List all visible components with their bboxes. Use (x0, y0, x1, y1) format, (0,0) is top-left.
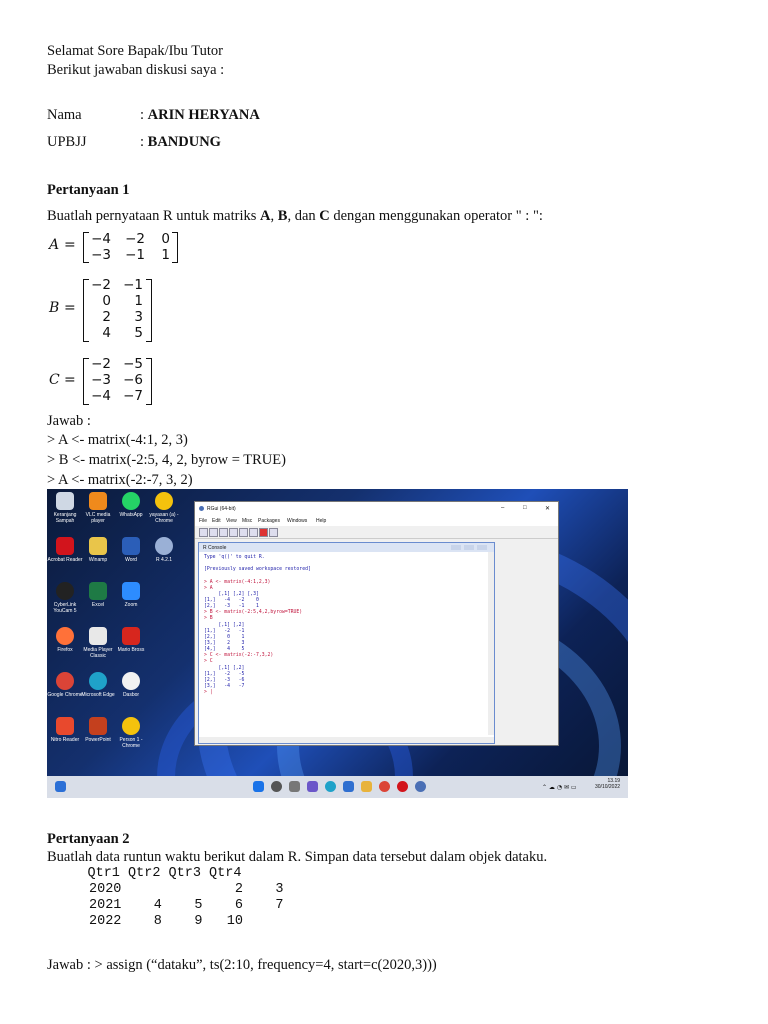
matrix-c-cell: −2 (91, 356, 111, 372)
matrix-a-eq: = (64, 237, 76, 253)
q2-heading: Pertanyaan 2 (47, 831, 130, 847)
matrix-b-label: B (49, 300, 60, 316)
matrix-c (47, 356, 167, 404)
menu-packages[interactable]: Packages (258, 518, 280, 524)
paste-icon[interactable] (239, 528, 248, 537)
q1-a: A (260, 208, 271, 224)
desktop-icon-acrobat[interactable]: Acrobat Reader (47, 537, 83, 563)
matrix-c-right-bracket (146, 358, 152, 405)
desktop-icon-mario[interactable]: Mario Bross (113, 627, 149, 653)
q1-answer-line: > A <- matrix(-4:1, 2, 3) (47, 432, 188, 448)
desktop-icon-r[interactable]: R 4.2.1 (146, 537, 182, 563)
rgui-window[interactable] (194, 501, 559, 746)
console-minimize-icon[interactable] (451, 545, 461, 550)
nama-sep: : (140, 107, 145, 123)
desktop-icon-mpc[interactable]: Media Player Classic (80, 627, 116, 659)
matrix-b-cell: −1 (123, 277, 143, 293)
q1-jawab: Jawab : (47, 413, 91, 429)
upbjj-label: UPBJJ (47, 134, 87, 150)
matrix-a (47, 231, 187, 263)
matrix-a-cell: −3 (91, 247, 111, 263)
nama-row (140, 107, 260, 124)
q1-dan: , dan (287, 208, 320, 224)
q1-comma: , (270, 208, 278, 224)
intro-text: Berikut jawaban diskusi saya : (47, 62, 225, 78)
print-icon[interactable] (269, 528, 278, 537)
save-icon[interactable] (219, 528, 228, 537)
r-console-window[interactable]: R Console Type 'q()' to quit R. [Previously saved workspace restored] > A <- matrix(-4:1,2,3) > A [,1] [,2] [,3] [1,] -4 -2 0 [2,] -3 -1 1 > B <- matrix(-2:5,4,2,byrow=TRUE) > B [,1] [,2] [1,] -2 -1 [2,] 0 1 [3,] 2 3 [4,] 4 5 > C <- matrix(-2:-7,3,2) > C [,1] [,2] [1,] -2 -5 [2,] -3 -6 [3,] -4 -7 > | (198, 542, 495, 744)
matrix-a-right-bracket (172, 232, 178, 263)
minimize-icon[interactable]: – (501, 505, 505, 511)
q1-heading: Pertanyaan 1 (47, 182, 130, 198)
matrix-b-eq: = (64, 300, 76, 316)
menu-edit[interactable]: Edit (212, 518, 221, 524)
matrix-b-right-bracket (146, 279, 152, 342)
matrix-c-cell: −3 (91, 372, 111, 388)
matrix-b-cell: 0 (102, 293, 111, 309)
rgui-titlebar[interactable] (195, 502, 558, 516)
matrix-a-cell: −2 (125, 231, 145, 247)
desktop-icon-recycle[interactable]: Keranjang Sampah (47, 492, 83, 524)
menu-help[interactable]: Help (316, 518, 327, 524)
desktop-icon-google-chrome[interactable]: Google Chrome (47, 672, 83, 698)
menu-view[interactable]: View (226, 518, 237, 524)
teams-icon[interactable] (307, 781, 318, 792)
q1-answer-line: > A <- matrix(-2:-7, 3, 2) (47, 472, 193, 488)
search-icon[interactable] (271, 781, 282, 792)
matrix-b-cell: −2 (91, 277, 111, 293)
matrix-b (47, 277, 167, 341)
r-console-titlebar[interactable] (199, 543, 494, 552)
matrix-b-cell: 2 (102, 309, 111, 325)
matrix-c-label: C (49, 372, 60, 388)
clock-time: 13.19 (607, 778, 621, 784)
edge-taskbar-icon[interactable] (325, 781, 336, 792)
copy-paste-icon[interactable] (249, 528, 258, 537)
upbjj-row (140, 134, 221, 151)
upbjj-sep: : (140, 134, 145, 150)
r-console-title: R Console (203, 545, 227, 551)
matrix-b-cell: 5 (134, 325, 143, 341)
desktop-icon-powerpoint[interactable]: PowerPoint (80, 717, 116, 743)
nama-value: ARIN HERYANA (147, 107, 260, 123)
r-taskbar-icon[interactable] (415, 781, 426, 792)
taskbar-clock[interactable] (595, 778, 620, 790)
chrome-taskbar-icon[interactable] (379, 781, 390, 792)
matrix-c-cell: −7 (123, 388, 143, 404)
desktop-icon-edge[interactable]: Microsoft Edge (80, 672, 116, 698)
matrix-c-cell: −5 (123, 356, 143, 372)
nama-label: Nama (47, 107, 82, 123)
matrix-b-cell: 1 (134, 293, 143, 309)
store-icon[interactable] (343, 781, 354, 792)
rgui-title: RGui (64-bit) (207, 506, 236, 512)
menu-misc[interactable]: Misc (242, 518, 253, 524)
task-view-icon[interactable] (289, 781, 300, 792)
q2-table-line: 2021 4 5 6 7 (89, 898, 284, 913)
matrix-a-cell: −4 (91, 231, 111, 247)
matrix-b-cell: 3 (134, 309, 143, 325)
console-close-icon[interactable] (477, 545, 487, 550)
r-logo-icon (199, 506, 204, 511)
desktop-icon-chrome[interactable]: yayasan (a) - Chrome (146, 492, 182, 524)
q1-prompt (47, 208, 543, 225)
matrix-c-cell: −6 (123, 372, 143, 388)
rgui-toolbar (195, 526, 558, 539)
menu-file[interactable]: File (199, 518, 208, 524)
matrix-a-cell: 1 (161, 247, 170, 263)
q2-table-line: 2020 2 3 (89, 882, 284, 897)
greeting-text: Selamat Sore Bapak/Ibu Tutor (47, 43, 224, 59)
matrix-c-cell: −4 (91, 388, 111, 404)
load-workspace-icon[interactable] (209, 528, 218, 537)
desktop-icon-excel[interactable]: Excel (80, 582, 116, 608)
desktop-icon-youcam[interactable]: CyberLink YouCam 5 (47, 582, 83, 614)
desktop-icon-whatsapp[interactable]: WhatsApp (113, 492, 149, 518)
q2-table-line: Qtr1 Qtr2 Qtr3 Qtr4 (47, 866, 242, 881)
clock-date: 30/10/2022 (595, 784, 621, 790)
upbjj-value: BANDUNG (147, 134, 221, 150)
stop-icon[interactable] (259, 528, 268, 537)
rgui-menubar (195, 516, 558, 526)
tray-icons[interactable]: ⌃ ☁ ◔ ✉ ▭ (542, 784, 577, 791)
q2-table-line: 2022 8 9 10 (89, 914, 284, 929)
q1-text-before: Buatlah pernyataan R untuk matriks (47, 208, 261, 224)
q2-answer: Jawab : > assign (“dataku”, ts(2:10, frequency=4, start=c(2020,3))) (47, 957, 437, 973)
desktop-icon-vlc[interactable]: VLC media player (80, 492, 116, 524)
file-explorer-icon[interactable] (361, 781, 372, 792)
desktop-icon-zoom[interactable]: Zoom (113, 582, 149, 608)
console-maximize-icon[interactable] (464, 545, 474, 550)
matrix-a-label: A (49, 237, 60, 253)
q1-text-after: dengan menggunakan operator " : ": (329, 208, 543, 224)
q1-answer-line: > B <- matrix(-2:5, 4, 2, byrow = TRUE) (47, 452, 286, 468)
close-icon[interactable]: ✕ (545, 506, 551, 512)
q1-b: B (277, 208, 288, 224)
desktop-icon-person-chrome[interactable]: Person 1 - Chrome (113, 717, 149, 749)
widgets-icon[interactable] (55, 781, 66, 792)
matrix-c-eq: = (64, 372, 76, 388)
q1-c: C (319, 208, 330, 224)
start-icon[interactable] (253, 781, 264, 792)
desktop-icon-firefox[interactable]: Firefox (47, 627, 83, 653)
console-hscrollbar[interactable] (199, 737, 494, 743)
menu-windows[interactable]: Windows (287, 518, 308, 524)
r-desktop-screenshot (47, 489, 628, 798)
matrix-a-cell: 0 (161, 231, 170, 247)
q2-prompt: Buatlah data runtun waktu berikut dalam R. Simpan data tersebut dalam objek dataku. (47, 849, 548, 865)
desktop-icon-word[interactable]: Word (113, 537, 149, 563)
console-scrollbar[interactable] (488, 552, 494, 735)
desktop-icon-winamp[interactable]: Winamp (80, 537, 116, 563)
maximize-icon[interactable]: □ (523, 505, 527, 511)
matrix-b-cell: 4 (102, 325, 111, 341)
matrix-a-cell: −1 (125, 247, 145, 263)
pdf-taskbar-icon[interactable] (397, 781, 408, 792)
open-script-icon[interactable] (199, 528, 208, 537)
desktop-icon-dasbor[interactable]: Dasbor (113, 672, 149, 698)
desktop-icon-nitro[interactable]: Nitro Reader (47, 717, 83, 743)
windows-taskbar (47, 776, 628, 798)
copy-icon[interactable] (229, 528, 238, 537)
